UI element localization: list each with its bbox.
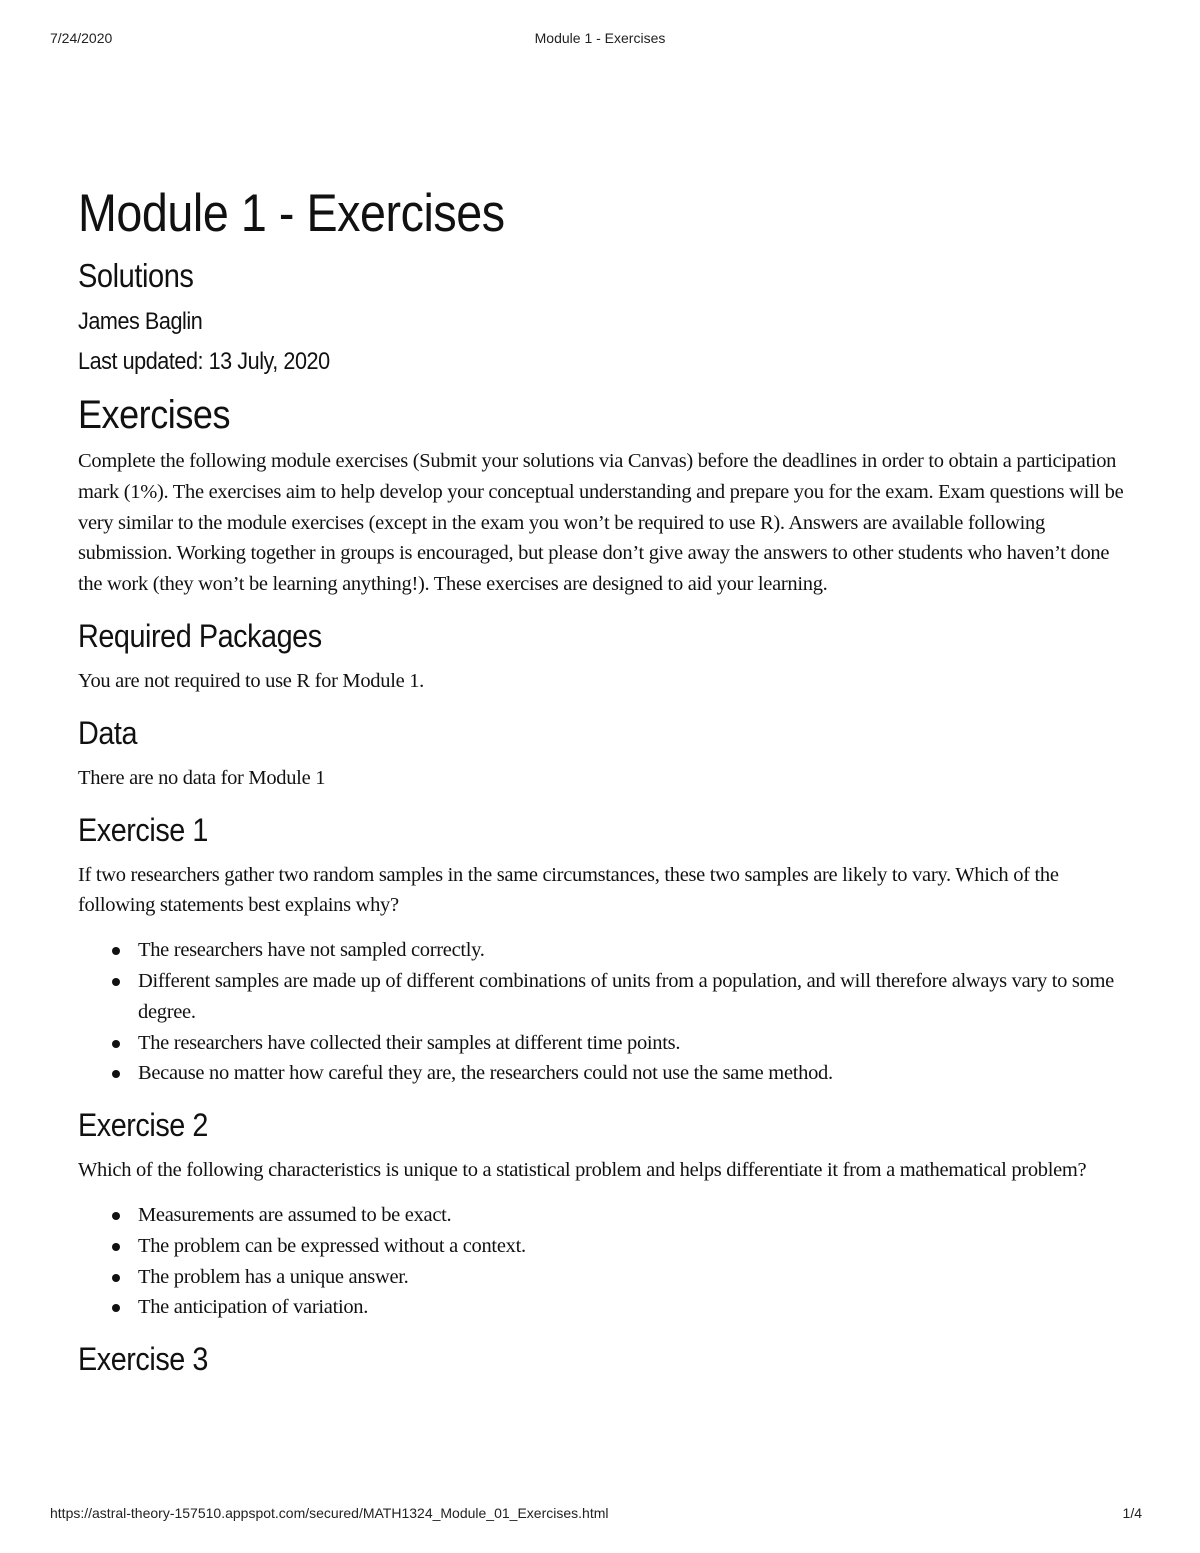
bullet-icon [112,1212,120,1220]
bullet-icon [112,1243,120,1251]
list-item [138,1292,1128,1323]
author: James Baglin [78,308,203,335]
option-text: The problem has a unique answer. [138,1265,409,1288]
exercise-3-heading: Exercise 3 [78,1341,208,1378]
document-body [78,178,1128,1381]
print-date: 7/24/2020 [50,30,113,46]
list-item [138,935,1128,966]
option-text: The problem can be expressed without a context. [138,1234,526,1257]
option-text: Measurements are assumed to be exact. [138,1203,452,1226]
page-subtitle: Solutions [78,257,194,294]
bullet-icon [112,1070,120,1078]
bullet-icon [112,947,120,955]
print-title: Module 1 - Exercises [534,30,666,46]
exercise-2-heading: Exercise 2 [78,1107,208,1144]
data-text: There are no data for Module 1 [78,766,326,789]
option-text: The anticipation of variation. [138,1296,369,1319]
exercise-1-options [78,935,1128,1089]
print-footer [0,1505,1200,1525]
page-title: Module 1 - Exercises [78,184,505,243]
exercises-heading: Exercises [78,393,231,437]
bullet-icon [112,1274,120,1282]
page-number: 1/4 [1122,1505,1142,1521]
exercise-1-heading: Exercise 1 [78,811,208,848]
bullet-icon [112,978,120,986]
list-item [138,966,1128,1028]
exercise-1-question: If two researchers gather two random samples in the same circumstances, these two samples are likely to vary. Which of the following statements best explains why? [78,863,1059,917]
bullet-icon [112,1304,120,1312]
list-item [138,1262,1128,1293]
list-item [138,1200,1128,1231]
list-item [138,1231,1128,1262]
required-packages-text: You are not required to use R for Module 1. [78,669,424,692]
option-text: Different samples are made up of different combinations of units from a population, and will therefore always vary to some degree. [138,969,1114,1023]
print-header [0,30,1200,50]
list-item [138,1028,1128,1059]
last-updated: Last updated: 13 July, 2020 [78,348,330,375]
exercises-intro-paragraph: Complete the following module exercises (Submit your solutions via Canvas) before the deadlines in order to obtain a participation mark (1%). The exercises aim to help develop your conceptual understanding and prepare you for the exam. Exam questions will be very similar to the module exercises (except in the exam you won’t be required to use R). Answers are available following submission. Working together in groups is encouraged, but please don’t give away the answers to other students who haven’t done the work (they won’t be learning anything!). These exercises are designed to aid your learning. [78,450,1124,596]
bullet-icon [112,1040,120,1048]
data-heading: Data [78,714,138,751]
exercise-2-question: Which of the following characteristics is unique to a statistical problem and helps differentiate it from a mathematical problem? [78,1159,1087,1182]
option-text: The researchers have collected their samples at different time points. [138,1031,681,1054]
exercise-2-options [78,1200,1128,1323]
option-text: Because no matter how careful they are, the researchers could not use the same method. [138,1062,833,1085]
list-item [138,1058,1128,1089]
required-packages-heading: Required Packages [78,617,322,654]
page-url: https://astral-theory-157510.appspot.com/secured/MATH1324_Module_01_Exercises.html [50,1505,609,1521]
option-text: The researchers have not sampled correctly. [138,939,485,962]
